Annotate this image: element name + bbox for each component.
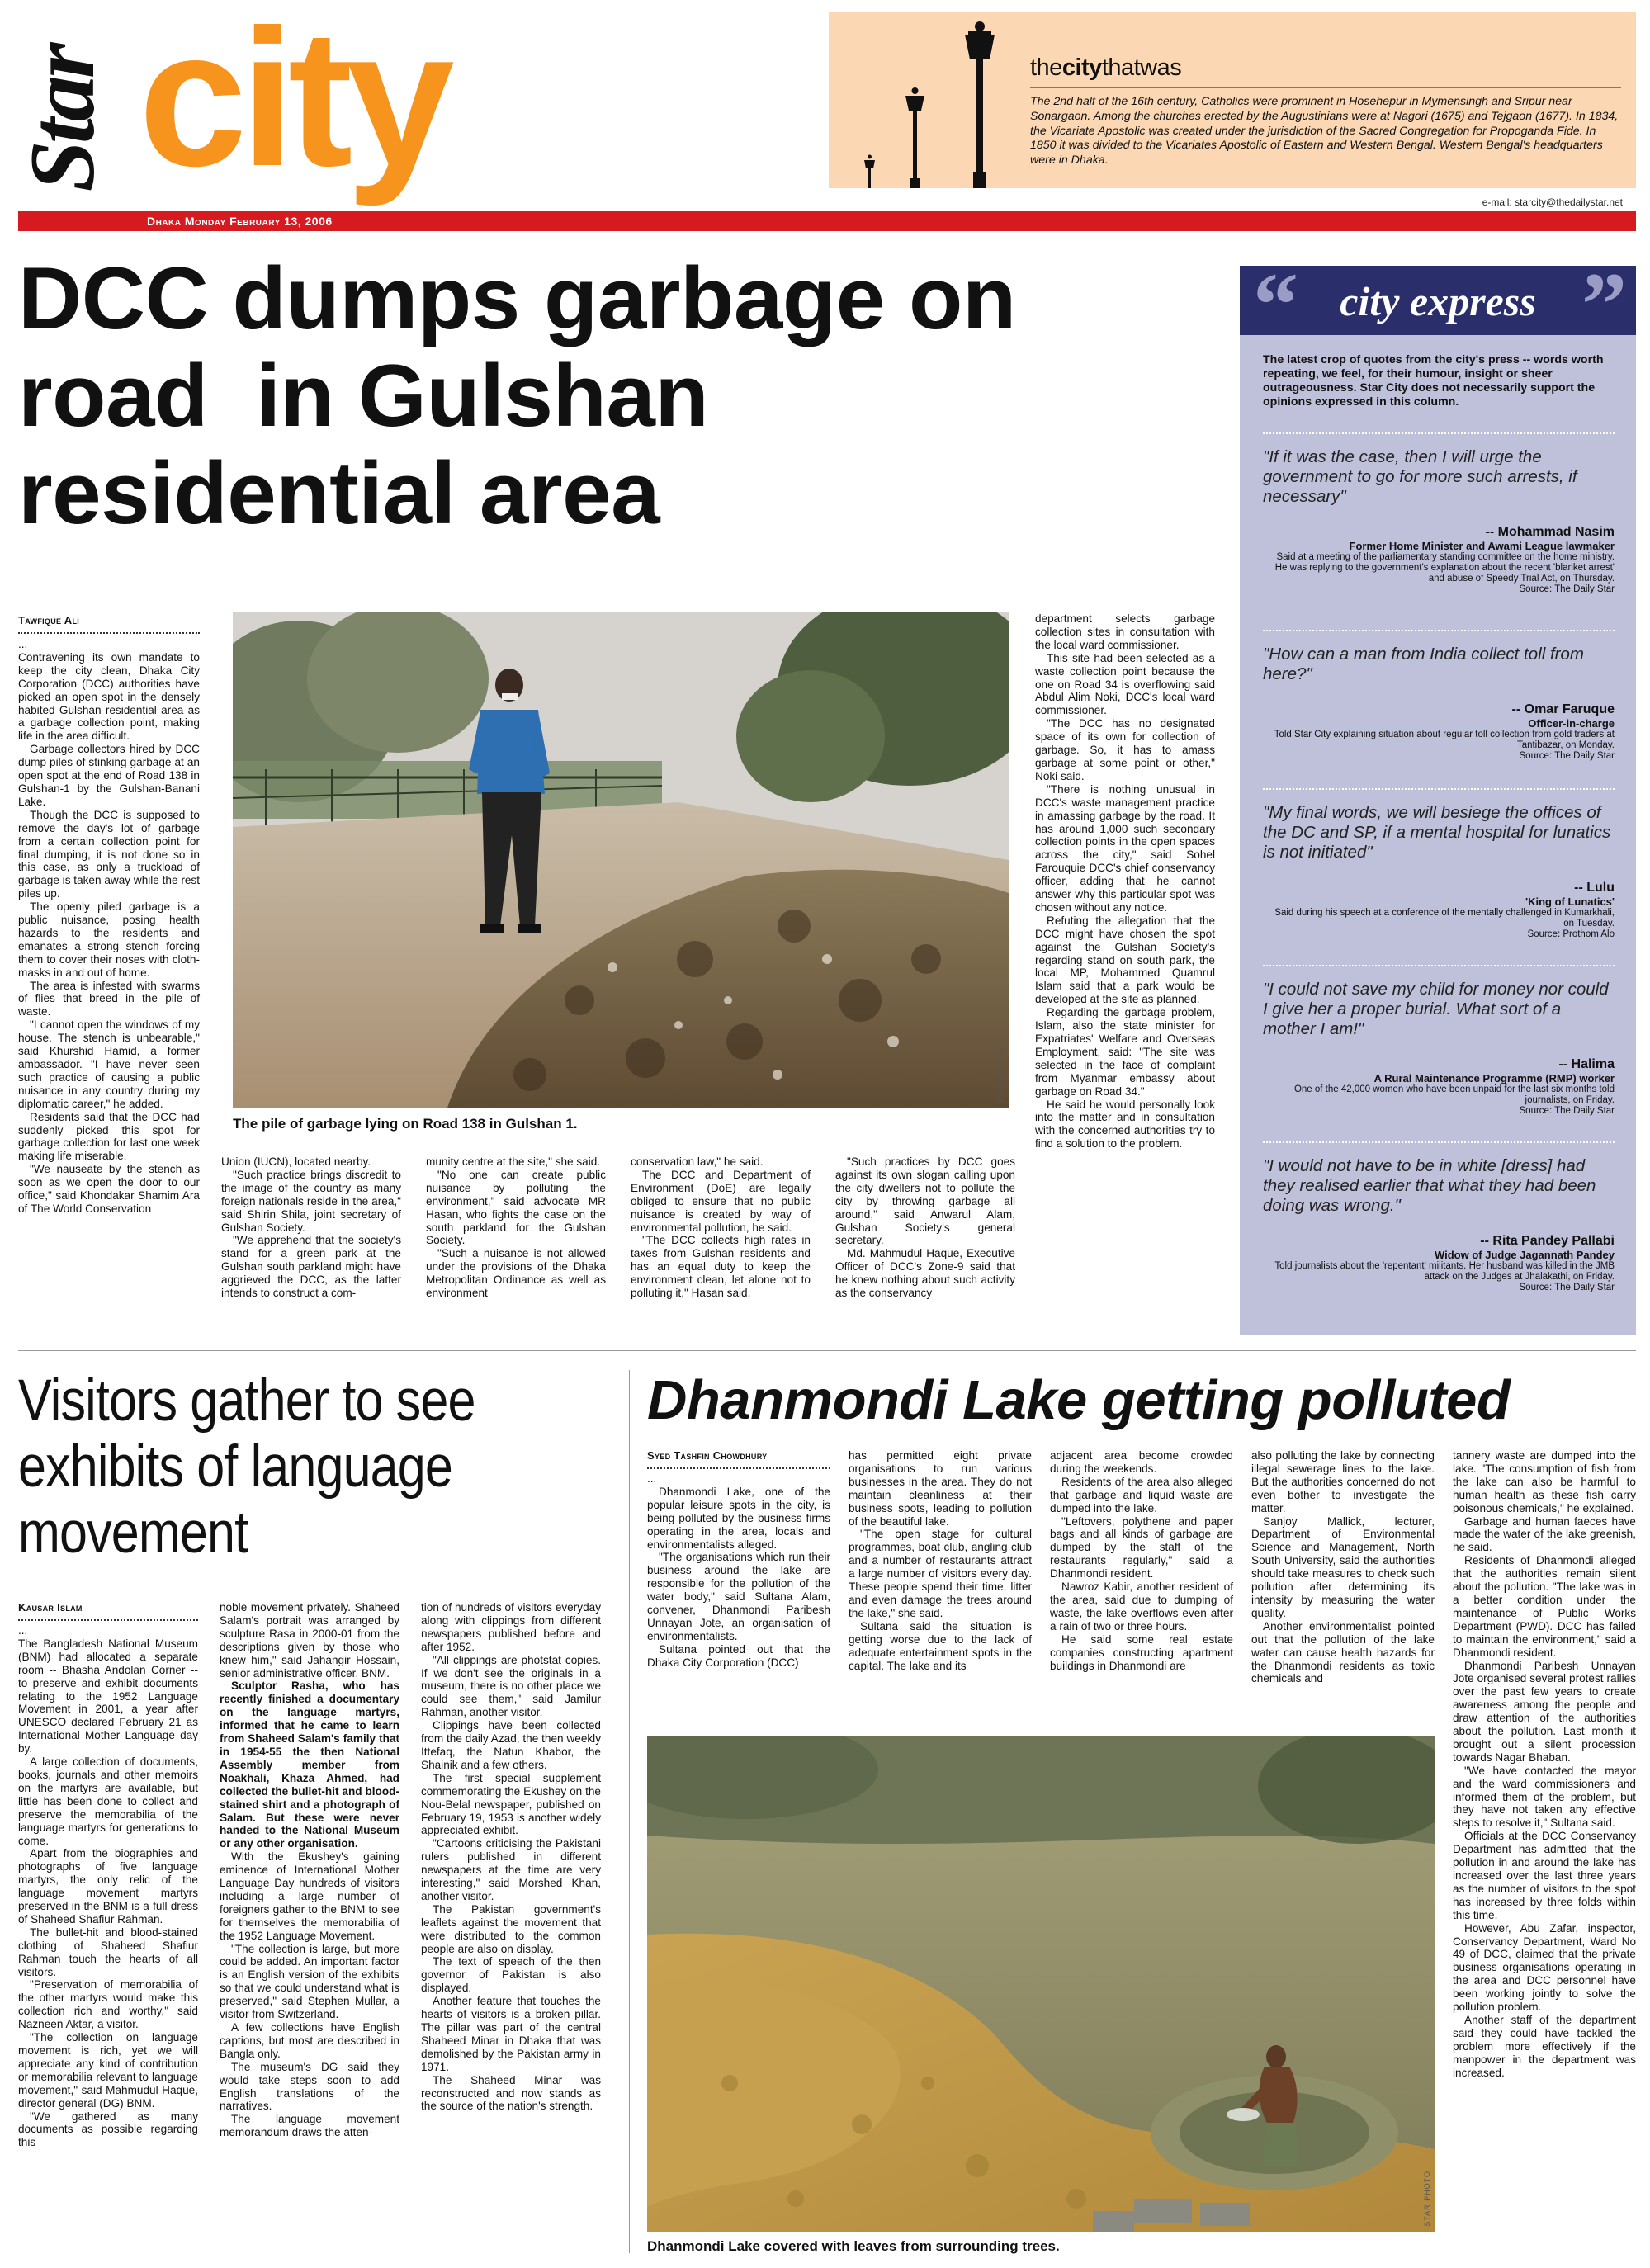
city-that-was-text: The 2nd half of the 16th century, Catholics were prominent in Hosehepur in Mymensingh and Sripur near Sonargaon. Among the churches erected by the Augustinians were at Nagori (1675) and Tejgaon (1677). In 1834, the Vicariate Apostolic was created under the jurisdiction of the Sacred Congregation for Propoganda Fide. In 1850 it was divided to the Vicariates Apostolic of Eastern and Western Bengal. Western Bengal's headquarters were in Dhaka.: [1030, 95, 1619, 168]
dhanmondi-column-5: tannery waste are dumped into the lake. "The consumption of fish from the lake can also be harmful to human health as these fish carry poisonous chemicals," he explained. Garbage and human faeces have made the water of the lake greenish, he said. Residents of Dhanmondi alleged that the authorities remain silent about the pollution. "The lake was in a better condition under the maintenance of Public Works Department (PWD). DCC has failed to maintain the environment," said a Dhanmondi resident. Dhanmondi Paribesh Unnayan Jote organised several protest rallies over the past few years to create awareness among the people and draw attention of the authorities about the pollution. Last month it brought out a silent procession towards Nagar Bhaban. "We have contacted the mayor and the ward commissioners and informed them of the problem, but they have not taken any effective steps to resolve it," Sultana said. Officials at the DCC Conservancy Department has admitted that the pollution in and around the lake has increased over the last three years as the number of visitors to the spot has increased by three folds within this time. However, Abu Zafar, inspector, Conservancy Department, Ward No 49 of DCC, claimed that the private business organisations operating in the area and DCC personnel have been working jointly to solve the pollution problem. Another staff of the department said they could have tackled the problem more effectively if the manpower in the department was increased.: [1453, 1449, 1636, 2079]
lead-column-4: conservation law," he said. The DCC and Department of Environment (DoE) are legally obliged to ensure that no public nuisance is created by way of environmental pollution, he said. "The DCC collects high rates in taxes from Gulshan residents and has an equal duty to keep the environment clean, let alone not to polluting it," Hasan said.: [631, 1155, 811, 1300]
dhanmondi-byline: Syed Tashfin Chowdhury: [647, 1449, 768, 1462]
dhanmondi-column-1: ... Dhanmondi Lake, one of the popular leisure spots in the city, is being polluted by the business firms operating in the area, locals and environmentalists alleged. "The organisations which run their business around the lake are responsible for the pollution of the water body," said Sultana Alam, convener, Dhanmondi Paribesh Unnayan Jote, an organisation of environmentalists. Sultana pointed out that the Dhaka City Corporation (DCC): [647, 1472, 830, 1669]
contact-email: e-mail: starcity@thedailystar.net: [1482, 196, 1623, 208]
quote-item: "If it was the case, then I will urge the government to go for more such arrests, if necessary" -- Mohammad Nasim Former Home Minister and Awami League lawmaker Said at a meeting of the parliamentary standing committee on the home ministry. He was replying to the government's explanation about the recent 'blanket arrest' and abuse of Speedy Trial Act, on Thursday. Source: The Daily Star: [1263, 447, 1615, 594]
lead-byline-rule: [18, 632, 200, 634]
story-divider: [629, 1370, 630, 2253]
section-divider: [18, 1350, 1636, 1351]
lead-column-6: department selects garbage collection sites in consultation with the local ward commissioner. This site had been selected as a waste collection point because the one on Road 34 is overflowing said Abdul Alim Noki, DCC's local ward commissioner. "The DCC has no designated space of its own for collection of garbage. So, it has to amass garbage at some point or other," Noki said. "There is nothing unusual in DCC's waste management practice in amassing garbage by the road. It has around 1,000 such secondary collection points in the open spaces across the city," said Sohel Farouquie DCC's chief conservancy officer, adding that he cannot answer why this particular spot was chosen without any notice. Refuting the allegation that the DCC might have chosen the spot against the Gulshan Society's regarding stand on south park, the local MP, Mohammed Quamrul Islam said that a park would be developed at the site as planned. Regarding the garbage problem, Islam, also the state minister for Expatriates' Welfare and Overseas Employment, said: "The site was selected in the face of complaint from Myanmar embassy about garbage on Road 34." He said he would personally look into the matter and in consultation with the concerned authorities try to find a solution to the problem.: [1035, 612, 1215, 1151]
masthead-star-logo: Star: [12, 45, 114, 192]
lead-headline: DCC dumps garbage on road in Gulshan residential area: [18, 248, 1016, 542]
dateline: Dhaka Monday February 13, 2006: [147, 215, 333, 228]
visitors-byline-rule: [18, 1619, 198, 1621]
quote-item: "How can a man from India collect toll from here?" -- Omar Faruque Officer-in-charge Told Star City explaining situation about regular toll collection from gold traders at Tantibazar, on Monday. Source: The Daily Star: [1263, 645, 1615, 761]
open-quote-icon: “: [1253, 254, 1298, 355]
quote-item: "I would not have to be in white [dress] had they realised earlier that what they had been doing was wrong." -- Rita Pandey Pallabi Widow of Judge Jagannath Pandey Told journalists about the 'repentant' militants. Her husband was killed in the JMB attack on the Judges at Jhalakathi, on Friday. Source: The Daily Star: [1263, 1156, 1615, 1292]
city-express-quotes: [1263, 432, 1615, 1293]
lead-column-1: ... Contravening its own mandate to keep the city clean, Dhaka City Corporation (DCC) authorities have picked an open spot in the densely habited Gulshan residential area as a garbage collection point, making life in the area difficult. Garbage collectors hired by DCC dump piles of stinking garbage at an open spot at the end of Road 138 in Gulshan-1 by the Gulshan-Banani Lake. Though the DCC is supposed to remove the day's lot of garbage from a certain collection point for final dumping, it is not done so in this case, as only a truckload of garbage is taken away while the rest piles up. The openly piled garbage is a public nuisance, posing health hazards to the residents and emanates a strong stench forcing them to cover their noses with cloth-masks in and out of home. The area is infested with swarms of flies that breed in the pile of waste. "I cannot open the windows of my house. The stench is unbearable," said Khurshid Hamid, a former ambassador. "I have never seen such practice of causing a public nuisance in any country during my diplomatic career," he added. Residents said that the DCC had suddenly picked this spot for garbage collection for last one week making life miserable. "We nauseate by the stench as soon as we open the door to our office," said Khondakar Shamim Ara of The World Conservation: [18, 638, 200, 1215]
quote-item: "My final words, we will besiege the offices of the DC and SP, if a mental hospital for lunatics is not initiated" -- Lulu 'King of Lunatics' Said during his speech at a conference of the mentally challenged in Kumarkhali, on Tuesday. Source: Prothom Alo: [1263, 803, 1615, 939]
garbage-photo-illustration: [233, 612, 1009, 1108]
quote-item: "I could not save my child for money nor could I give her a proper burial. What sort of a mother I am!" -- Halima A Rural Maintenance Programme (RMP) worker One of the 42,000 women who have been unpaid for the last six months told journalists, on Friday. Source: The Daily Star: [1263, 980, 1615, 1116]
dhanmondi-headline: Dhanmondi Lake getting polluted: [647, 1369, 1511, 1431]
city-that-was-rule: [1030, 87, 1621, 88]
lead-column-5: "Such practices by DCC goes against its own slogan calling upon the city dwellers not to pollute the city by throwing garbage all around," said Anwarul Alam, Gulshan Society's general secretary. Md. Mahmudul Haque, Executive Officer of DCC's Zone-9 said that he knew nothing about such activity as the conservancy: [835, 1155, 1015, 1300]
lake-photo-caption: Dhanmondi Lake covered with leaves from surrounding trees.: [647, 2238, 1060, 2254]
masthead: [0, 0, 1650, 239]
lead-column-3: munity centre at the site," she said. "No one can create public nuisance by polluting the environment," said advocate MR Hasan, who fights the case on the south parkland for the Gulshan Society. "Such a nuisance is not allowed under the provisions of the Dhaka Metropolitan Ordinance as well as environment: [426, 1155, 606, 1300]
lake-photo-illustration: [647, 1736, 1435, 2232]
visitors-headline: Visitors gather to see exhibits of language movement: [18, 1368, 475, 1566]
visitors-column-1: ... The Bangladesh National Museum (BNM) had allocated a separate room -- Bhasha Andolan Corner -- to preserve and exhibit documents relating to the 1952 Language Movement in 2001, a year after UNESCO declared February 21 as International Mother Language day by. A large collection of documents, books, journals and other memoirs on the martyrs are available, but little has been done to collect and preserve the memorabilia of the language martyrs for generations to come. Apart from the biographies and photographs of five language martyrs, the only relic of the language movement martyrs preserved in the BNM is a full dress of Shaheed Shafiur Rahman. The bullet-hit and blood-stained clothing of Shaheed Shafiur Rahman touch the hearts of all visitors. "Preservation of memorabilia of the other martyrs would make this collection rich and worthy," said Nazneen Aktar, a visitor. "The collection on language movement is rich, yet we will appreciate any kind of contribution or memorabilia relevant to language movement," said Mahmudul Haque, director general (DG) BNM. "We gathered as many documents as possible regarding this: [18, 1624, 198, 2149]
visitors-column-3: tion of hundreds of visitors everyday along with clippings from different newspapers published before and after 1952. "All clippings are photstat copies. If we don't see the originals in a museum, there is no other place we could see them," said Jamilur Rahman, another visitor. Clippings have been collected from the daily Azad, the then weekly Ittefaq, the Natun Khabor, the Shainik and a few others. The first special supplement commemorating the Ekushey on the Nou-Belal newspaper, published on February 19, 1953 is another widely appreciated exhibit. "Cartoons criticising the Pakistani rulers published in different newspapers at the time are very interesting," said Morshed Khan, another visitor. The Pakistan government's leaflets against the movement that were distributed to the common people are also on display. The text of speech of the then governor of Pakistan is also displayed. Another feature that touches the hearts of visitors is a broken pillar. The pillar was part of the central Shaheed Minar in Dhaka that was demolished by the Pakistan army in 1971. The Shaheed Minar was reconstructed and now stands as the source of the nation's strength.: [421, 1601, 601, 2113]
lake-photo-credit: STAR PHOTO: [1423, 2171, 1431, 2227]
dhanmondi-byline-rule: [647, 1467, 830, 1469]
visitors-byline: Kausar Islam: [18, 1601, 83, 1614]
lead-column-2: Union (IUCN), located nearby. "Such practice brings discredit to the image of the country as many foreign nationals reside in the area," said Shirin Shila, joint secretary of Gulshan Society. "We apprehend that the society's stand for a green park at the Gulshan south parkland might have aggrieved the DCC, as the latter intends to construct a com-: [221, 1155, 401, 1300]
garbage-photo-caption: The pile of garbage lying on Road 138 in Gulshan 1.: [233, 1116, 578, 1132]
visitors-column-2: noble movement privately. Shaheed Salam's portrait was arranged by sculpture Rasa in 2000-01 from the descriptions given by those who knew him," said Jahangir Hossain, senior administrative officer, BNM. Sculptor Rasha, who has recently finished a documentary on the language martyrs, informed that he came to learn from Shaheed Salam's family that in 1954-55 the then National Assembly member from Noakhali, Khaza Ahmed, had collected the bullet-hit and blood-stained shirt and a photograph of Salam. But these were never handed to the National Museum or any other organisation. With the Ekushey's gaining eminence of International Mother Language Day hundreds of visitors including a large number of foreigners gather to the BNM to see for themselves the memorabilia of the 1952 Language Movement. "The collection is large, but more could be added. An important factor is an English version of the exhibits so that we could understand what is preserved," said Stephen Mullar, a visitor from Switzerland. A few collections have English captions, but most are described in Bangla only. The museum's DG said they would take steps soon to add English translations of the narratives. The language movement memorandum draws the atten-: [220, 1601, 399, 2139]
lamp-post-icon: [845, 18, 1027, 188]
city-that-was-box: [829, 12, 1636, 188]
close-quote-icon: ”: [1581, 254, 1627, 355]
lake-photo: [647, 1736, 1435, 2232]
city-express-title: city express: [1340, 278, 1536, 324]
city-that-was-title: thecitythatwas: [1030, 54, 1182, 81]
dhanmondi-column-4: also polluting the lake by connecting illegal sewerage lines to the lake. But the authorities concerned do not even bother to investigate the matter. Sanjoy Mallick, lecturer, Department of Environmental Science and Management, North South University, said the authorities should take measures to check such pollution after determining its intensity by measuring the water quality. Another environmentalist pointed out that the pollution of the lake water can cause health hazards for the Dhanmondi residents as toxic chemicals and: [1251, 1449, 1435, 1685]
lead-byline: Tawfique Ali: [18, 614, 80, 626]
city-express-header: [1240, 254, 1636, 355]
garbage-photo: [233, 612, 1009, 1108]
dhanmondi-column-2: has permitted eight private organisations to run various businesses in the area. They do not maintain cleanliness at their business spots, leading to pollution of the beautiful lake. "The open stage for cultural programmes, boat club, angling club and a number of restaurants attract a large number of visitors every day. These people spend their time, litter and even damage the trees around the lake," she said. Sultana said the situation is getting worse due to the lack of adequate entertainment spots in the capital. The lake and its: [849, 1449, 1032, 1672]
city-express-intro: The latest crop of quotes from the city's press -- words worth repeating, we feel, for their humour, insight or sheer outrageousness. Star City does not necessarily support the opinions expressed in this column.: [1263, 353, 1604, 409]
dhanmondi-column-3: adjacent area become crowded during the weekends. Residents of the area also alleged that garbage and liquid waste are dumped into the lake. "Leftovers, polythene and paper bags and all kinds of garbage are dumped by the staff of the restaurants regularly," said a Dhanmondi resident. Nawroz Kabir, another resident of the area, said due to dumping of waste, the lake overflows even after a rain of two or three hours. He said some real estate companies constructing apartment buildings in Dhanmondi are: [1050, 1449, 1233, 1672]
garbage-photo-credit: STAR PHOTO: [997, 1048, 1005, 1104]
masthead-city-logo: city: [139, 0, 448, 207]
